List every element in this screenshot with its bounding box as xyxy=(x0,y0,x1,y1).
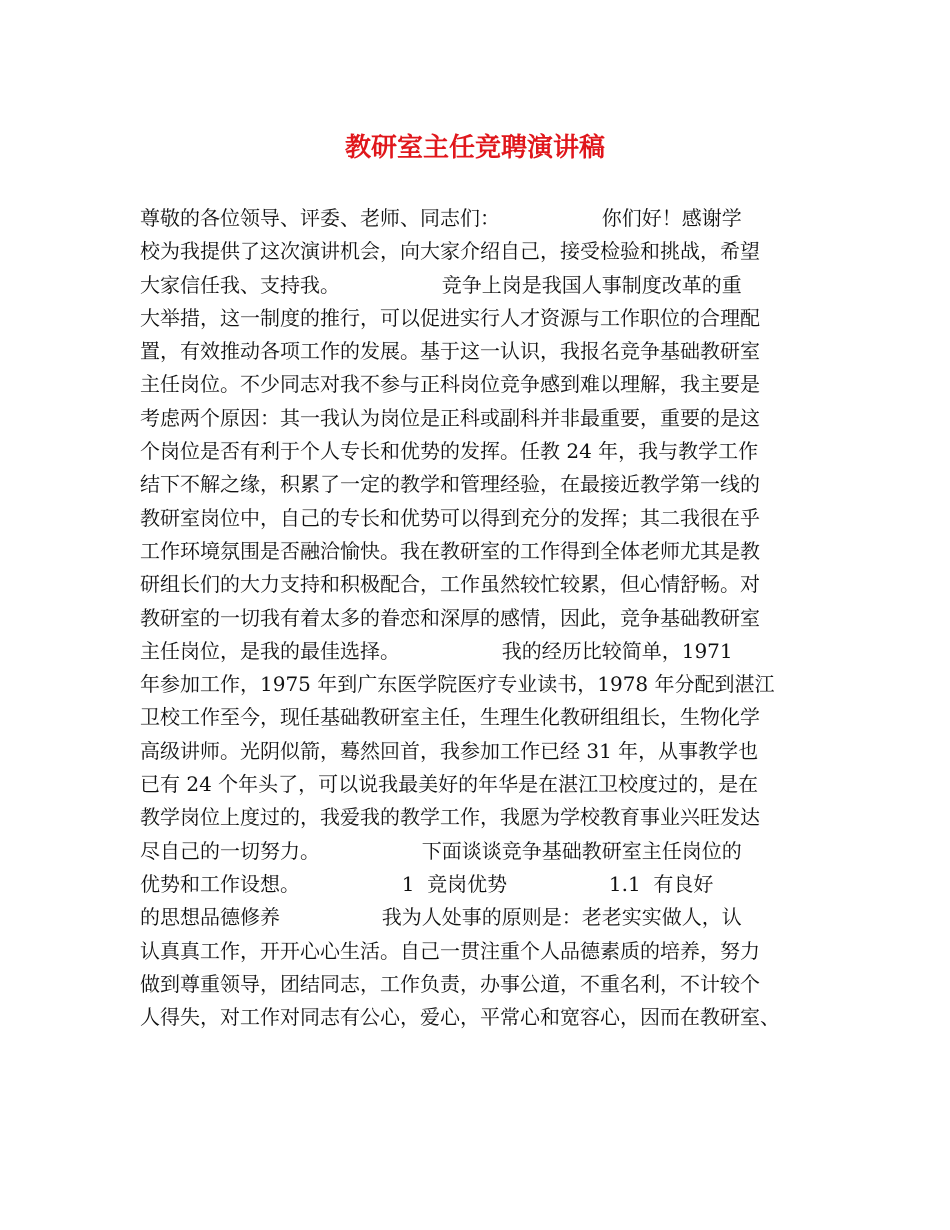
text-line: 研组长们的大力支持和积极配合，工作虽然较忙较累，但心情舒畅。对 xyxy=(140,572,760,597)
text-line: 教学岗位上度过的，我爱我的教学工作，我愿为学校教育事业兴旺发达 xyxy=(140,805,760,830)
text-line: 做到尊重领导，团结同志，工作负责，办事公道，不重名利，不计较个 xyxy=(140,971,760,996)
text-line: 已有 24 个年头了，可以说我最美好的年华是在湛江卫校度过的，是在 xyxy=(140,772,759,797)
text-line: 优势和工作设想。 1 竞岗优势 1.1 有良好 xyxy=(140,871,714,896)
text-line: 大举措，这一制度的推行，可以促进实行人才资源与工作职位的合理配 xyxy=(140,305,760,330)
text-line: 工作环境氛围是否融洽愉快。我在教研室的工作得到全体老师尤其是教 xyxy=(140,538,760,563)
text-line: 教研室岗位中，自己的专长和优势可以得到充分的发挥；其二我很在乎 xyxy=(140,505,760,530)
text-line: 卫校工作至今，现任基础教研室主任，生理生化教研组组长，生物化学 xyxy=(140,705,760,730)
text-line: 结下不解之缘，积累了一定的教学和管理经验，在最接近教学第一线的 xyxy=(140,472,760,497)
text-line: 高级讲师。光阴似箭，蓦然回首，我参加工作已经 31 年，从事教学也 xyxy=(140,738,759,763)
text-line: 考虑两个原因：其一我认为岗位是正科或副科并非最重要，重要的是这 xyxy=(140,405,760,430)
text-line: 尊敬的各位领导、评委、老师、同志们： 你们好！感谢学 xyxy=(140,206,742,230)
text-line: 个岗位是否有利于个人专长和优势的发挥。任教 24 年，我与教学工作 xyxy=(140,439,759,464)
text-line: 年参加工作，1975 年到广东医学院医疗专业读书，1978 年分配到湛江 xyxy=(140,672,775,697)
text-line: 主任岗位。不少同志对我不参与正科岗位竞争感到难以理解，我主要是 xyxy=(140,372,760,397)
text-line: 的思想品德修养 我为人处事的原则是：老老实实做人，认 xyxy=(140,905,742,930)
text-line: 认真真工作，开开心心生活。自己一贯注重个人品德素质的培养，努力 xyxy=(140,938,760,963)
document-body xyxy=(140,202,820,1034)
text-line: 校为我提供了这次演讲机会，向大家介绍自己，接受检验和挑战，希望 xyxy=(140,239,760,264)
text-line: 置，有效推动各项工作的发展。基于这一认识，我报名竞争基础教研室 xyxy=(140,339,760,364)
text-line: 主任岗位，是我的最佳选择。 我的经历比较简单，1971 xyxy=(140,638,733,663)
text-line: 人得失，对工作对同志有公心，爱心，平常心和宽容心，因而在教研室、 xyxy=(140,1005,780,1030)
text-line: 尽自己的一切努力。 下面谈谈竞争基础教研室主任岗位的 xyxy=(140,838,742,863)
text-line: 大家信任我、支持我。 竞争上岗是我国人事制度改革的重 xyxy=(140,272,742,297)
text-line: 教研室的一切我有着太多的眷恋和深厚的感情，因此，竞争基础教研室 xyxy=(140,605,760,630)
document-title: 教研室主任竞聘演讲稿 xyxy=(344,133,605,163)
